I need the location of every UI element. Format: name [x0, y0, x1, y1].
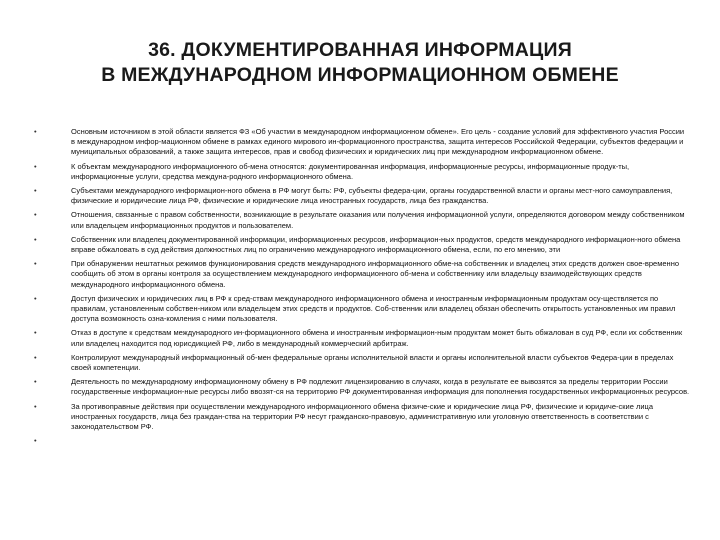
bullet-icon: • — [34, 234, 37, 244]
bullet-text: За противоправные действия при осуществлении международного информационного обмена физиче-ские и юридические лица РФ, физические и юридиче-ские лица иностранных государств, лица без граждан-ства на территории РФ несут гражданско-правовую, административную или уголовную ответственность в соответствии с законодательством РФ. — [71, 401, 654, 432]
bullet-item — [34, 127, 690, 158]
bullet-icon: • — [34, 186, 37, 196]
bullet-item — [34, 353, 690, 373]
bullet-item — [34, 294, 690, 325]
bullet-text: Доступ физических и юридических лиц в РФ к сред-ствам международного информационного обмена и иностранным информационным продуктам осу-ществляется по правилам, установленным собствен-ником или владельцем этих средств и продуктов. Соб-ственник или владелец обязан обеспечить открытость установленных им правил доступа возможность озна-комления с ними пользователя. — [71, 293, 676, 324]
bullet-item — [34, 402, 690, 433]
bullet-icon: • — [34, 259, 37, 269]
bullet-icon: • — [34, 401, 37, 411]
bullet-item — [34, 436, 690, 446]
bullet-text: Субъектами международного информацион-ного обмена в РФ могут быть: РФ, субъекты федера-ции, органы государственной власти и органы мест-ного самоуправления, физические и юридические лица РФ, физические и юридические лица иностранных государств, лица без гражданства. — [71, 186, 673, 206]
bullet-text: Основным источником в этой области является ФЗ «Об участии в международном информационном обмене». Его цель - создание условий для эффективного участия России в международном инфор-мационном обмене в рамках единого мирового ин-формационного пространства, защита интересов Российской Федерации, субъектов федерации и муниципальных образований, а также защита интересов, прав и свобод физических и юридических лиц при международном информационном обмене. — [71, 127, 685, 157]
bullet-icon: • — [34, 436, 37, 446]
slide-title — [20, 38, 700, 88]
bullet-item — [34, 328, 690, 348]
bullet-item — [34, 162, 690, 182]
bullet-icon: • — [34, 328, 37, 338]
bullet-text: Отношения, связанные с правом собственности, возникающие в результате оказания или получения информационной услуги, определяются договором между собственником или владельцем информационных продуктов и пользователем. — [71, 210, 685, 230]
bullet-item — [34, 186, 690, 206]
bullet-text: При обнаружении нештатных режимов функционирования средств международного информационного обме-на собственник и владелец этих средств должен свое-временно сообщить об этом в органы контроля за осуществлением международного информационного об-мена и собственнику или владельцу взаимодействующих средств международного информационного обмена. — [71, 259, 680, 289]
bullet-icon: • — [34, 127, 37, 136]
bullet-text: Отказ в доступе к средствам международного ин-формационного обмена и иностранным информацион-ным продуктам может быть обжалован в суд РФ, если их собственник или владелец находится под юрисдикцией РФ, либо в международный коммерческий арбитраж. — [71, 328, 683, 348]
slide-title-line-1: 36. ДОКУМЕНТИРОВАННАЯ ИНФОРМАЦИЯ — [148, 39, 572, 61]
bullet-text: Контролируют международный информационный об-мен федеральные органы исполнительной власти и органы исполнительной власти субъектов Федера-ции в пределах своей компетенции. — [71, 352, 674, 373]
bullet-item — [34, 235, 690, 255]
bullet-text: Деятельность по международному информационному обмену в РФ подлежит лицензированию в случаях, когда в результате ее вывозятся за пределы территории России государственные информацион-ные ресурсы либо ввозят-ся на территорию РФ документированная информация для пополнения государственных информационных ресурсов. — [71, 377, 690, 397]
bullet-icon: • — [34, 161, 37, 171]
bullet-list — [34, 127, 690, 447]
slide-title-line-2: В МЕЖДУНАРОДНОМ ИНФОРМАЦИОННОМ ОБМЕНЕ — [101, 64, 619, 86]
bullet-item — [34, 210, 690, 230]
bullet-icon: • — [34, 293, 37, 303]
bullet-text: К объектам международного информационного об-мена относятся: документированная информация, информационные ресурсы, информационные продук-ты, информационные услуги, средства междуна-родного информационного обмена. — [71, 161, 630, 181]
bullet-text: Собственник или владелец документированной информации, информационных ресурсов, информацион-ных продуктов, средств международного информацион-ного обмена вправе обжаловать в суд действия должностных лиц по ограничению международного информационного обмена, если, по его мнению, эти — [71, 234, 681, 255]
bullet-icon: • — [34, 210, 37, 220]
bullet-item — [34, 377, 690, 397]
bullet-icon: • — [34, 352, 37, 362]
bullet-item — [34, 259, 690, 290]
bullet-icon: • — [34, 377, 37, 387]
